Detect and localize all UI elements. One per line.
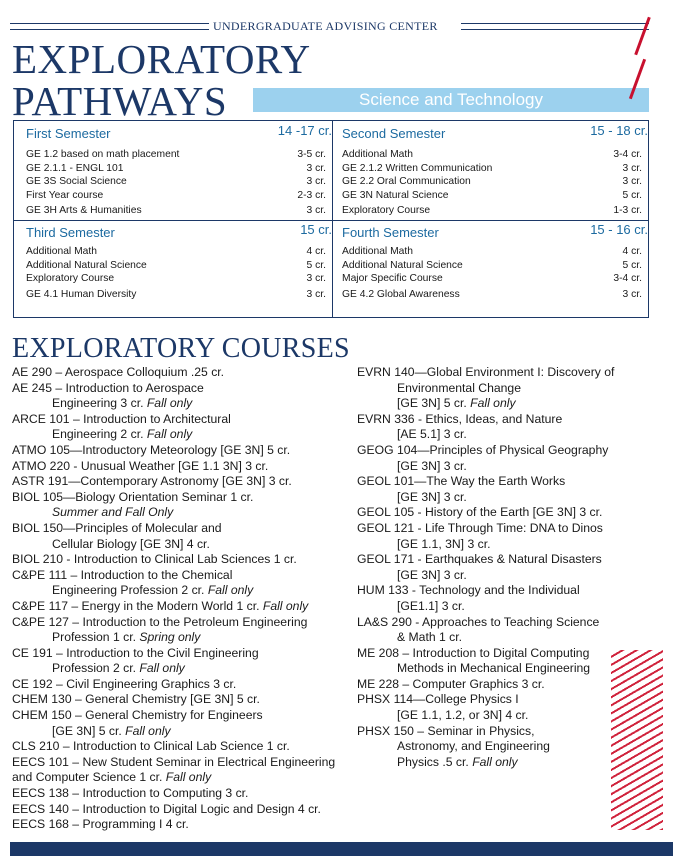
course-text: BIOL 210 - Introduction to Clinical Lab Sciences 1 cr. [12, 552, 297, 567]
semester-row [342, 245, 648, 259]
grid-divider-vertical [332, 121, 333, 317]
course-entry-line [12, 396, 335, 412]
course-entry-line [12, 505, 335, 521]
course-term-note: Fall only [125, 723, 171, 738]
advising-center-label: UNDERGRADUATE ADVISING CENTER [213, 19, 438, 33]
course-name: GE 2.2 Oral Communication [342, 176, 471, 188]
courses-list-right [357, 365, 614, 770]
semester-credits: 15 - 18 cr. [590, 123, 648, 138]
course-name: Exploratory Course [26, 273, 115, 285]
course-text: ATMO 105—Introductory Meteorology [GE 3N] 5 cr. [12, 442, 291, 457]
course-text: Cellular Biology [GE 3N] 4 cr. [52, 536, 210, 551]
course-text: Methods in Mechanical Engineering [397, 661, 591, 676]
course-text: and Computer Science 1 cr. [12, 770, 166, 785]
course-text: BIOL 105—Biology Orientation Seminar 1 cr. [12, 489, 254, 504]
course-term-note: Summer and Fall Only [52, 505, 174, 520]
course-entry-line [357, 661, 614, 677]
course-entry-line [357, 537, 614, 553]
course-entry-line [357, 396, 614, 412]
course-text: CE 191 – Introduction to the Civil Engineering [12, 645, 259, 660]
header-rule-right [461, 23, 649, 30]
course-credits: 5 cr. [622, 259, 642, 271]
semester-row [342, 259, 648, 273]
semester-row [342, 288, 648, 302]
course-entry-line [357, 365, 614, 381]
course-credits: 3 cr. [306, 288, 326, 300]
course-name: Additional Math [26, 246, 97, 257]
course-entry-line [12, 755, 335, 771]
course-name: Major Specific Course [342, 273, 443, 285]
course-text: Engineering 2 cr. [52, 427, 147, 442]
course-name: GE 3N Natural Science [342, 189, 449, 201]
course-credits: 3 cr. [622, 176, 642, 188]
course-name: GE 4.2 Global Awareness [342, 288, 460, 300]
course-credits: 3 cr. [622, 162, 642, 174]
course-entry-line [12, 599, 335, 615]
course-entry-line [357, 474, 614, 490]
semester-third [26, 222, 332, 301]
course-entry-line [12, 770, 335, 786]
course-term-note: Fall only [146, 396, 193, 411]
course-credits: 3 cr. [306, 205, 326, 217]
course-entry-line [357, 443, 614, 459]
course-entry-line [12, 443, 335, 459]
semester-row [342, 189, 648, 203]
course-text: HUM 133 - Technology and the Individual [357, 583, 580, 598]
course-text: CHEM 150 – General Chemistry for Engineers [12, 708, 263, 723]
course-entry-line [12, 615, 335, 631]
course-entry-line [12, 427, 335, 443]
semester-credits: 14 -17 cr. [277, 123, 332, 138]
course-name: GE 4.1 Human Diversity [26, 288, 137, 300]
semester-credits: 15 - 16 cr. [590, 222, 648, 237]
course-text: [AE 5.1] 3 cr. [397, 427, 467, 442]
semester-grid [13, 120, 649, 318]
course-name: GE 3H Arts & Humanities [26, 205, 142, 217]
course-name: Additional Natural Science [26, 259, 147, 271]
course-name: GE 1.2 based on math placement [26, 149, 180, 160]
course-entry-line [357, 427, 614, 443]
course-text: ATMO 220 - Unusual Weather [GE 1.1 3N] 3 cr. [12, 458, 269, 473]
course-text: EVRN 140—Global Environment I: Discovery of [357, 365, 615, 379]
course-text: PHSX 114—College Physics I [357, 692, 519, 707]
course-entry-line [357, 630, 614, 646]
course-entry-line [357, 755, 614, 771]
course-entry-line [357, 708, 614, 724]
course-text: GEOG 104—Principles of Physical Geography [357, 442, 609, 457]
semester-row [26, 272, 332, 286]
course-term-note: Fall only [207, 583, 254, 598]
courses-list-left [12, 365, 335, 833]
course-entry-line [12, 537, 335, 553]
course-text: GEOL 101—The Way the Earth Works [357, 474, 566, 489]
course-credits: 4 cr. [306, 246, 326, 257]
course-name: Additional Natural Science [342, 259, 463, 271]
course-entry-line [12, 459, 335, 475]
course-text: EECS 101 – New Student Seminar in Electrical Engineering [12, 754, 336, 769]
course-term-note: Spring only [139, 630, 201, 645]
course-text: Engineering 3 cr. [52, 396, 147, 411]
course-credits: 3 cr. [622, 288, 642, 300]
course-text: GEOL 121 - Life Through Time: DNA to Dinos [357, 520, 603, 535]
course-text: C&PE 117 – Energy in the Modern World 1 cr. [12, 598, 263, 613]
course-text: EECS 140 – Introduction to Digital Logic and Design 4 cr. [12, 801, 321, 816]
course-entry-line [12, 412, 335, 428]
red-hatch-decoration [611, 650, 663, 830]
course-text: Engineering Profession 2 cr. [52, 583, 208, 598]
course-text: ARCE 101 – Introduction to Architectural [12, 411, 231, 426]
semester-name: First Semester [26, 126, 111, 141]
course-entry-line [12, 817, 335, 833]
course-term-note: Fall only [262, 598, 309, 613]
semester-row [342, 204, 648, 218]
course-text: [GE1.1] 3 cr. [397, 598, 465, 613]
course-text: Physics .5 cr. [397, 754, 473, 769]
course-text: [GE 3N] 3 cr. [397, 489, 467, 504]
course-text: EECS 168 – Programming I 4 cr. [12, 817, 189, 832]
semester-name: Second Semester [342, 126, 446, 141]
semester-row [26, 162, 332, 176]
course-entry-line [12, 521, 335, 537]
course-text: AE 290 – Aerospace Colloquium .25 cr. [12, 365, 225, 379]
course-entry-line [12, 474, 335, 490]
course-entry-line [12, 739, 335, 755]
course-credits: 2-3 cr. [297, 189, 326, 201]
semester-row [342, 148, 648, 162]
course-text: CE 192 – Civil Engineering Graphics 3 cr. [12, 676, 237, 691]
course-entry-line [357, 568, 614, 584]
course-credits: 3 cr. [306, 273, 326, 285]
course-entry-line [12, 365, 335, 381]
course-entry-line [357, 381, 614, 397]
course-name: GE 3S Social Science [26, 176, 127, 188]
course-text: C&PE 111 – Introduction to the Chemical [12, 567, 233, 582]
course-entry-line [12, 568, 335, 584]
course-entry-line [357, 459, 614, 475]
course-credits: 4 cr. [622, 246, 642, 257]
semester-second [342, 123, 648, 218]
course-text: ASTR 191—Contemporary Astronomy [GE 3N] 3 cr. [12, 474, 292, 489]
page-title-line1: EXPLORATORY [12, 36, 311, 82]
course-text: GEOL 105 - History of the Earth [GE 3N] 3 cr. [357, 505, 603, 520]
semester-row [342, 272, 648, 286]
course-text: PHSX 150 – Seminar in Physics, [357, 723, 535, 738]
course-text: [GE 1.1, 1.2, or 3N] 4 cr. [397, 708, 529, 723]
course-credits: 5 cr. [306, 259, 326, 271]
course-text: [GE 3N] 3 cr. [397, 567, 467, 582]
semester-row [26, 204, 332, 218]
course-term-note: Fall only [470, 396, 516, 411]
course-entry-line [357, 692, 614, 708]
course-text: [GE 3N] 3 cr. [397, 458, 467, 473]
course-entry-line [357, 739, 614, 755]
course-text: LA&S 290 - Approaches to Teaching Science [357, 614, 600, 629]
course-text: C&PE 127 – Introduction to the Petroleum Engineering [12, 614, 308, 629]
semester-fourth [342, 222, 648, 301]
semester-row [26, 288, 332, 302]
course-text: Astronomy, and Engineering [397, 739, 550, 754]
course-entry-line [357, 412, 614, 428]
course-text: EECS 138 – Introduction to Computing 3 cr. [12, 786, 249, 801]
course-text: Profession 2 cr. [52, 661, 140, 676]
course-entry-line [357, 505, 614, 521]
course-credits: 3 cr. [306, 176, 326, 188]
semester-row [342, 162, 648, 176]
course-term-note: Fall only [472, 754, 518, 769]
course-credits: 5 cr. [622, 189, 642, 201]
course-entry-line [12, 724, 335, 740]
page-title-line2: PATHWAYS [12, 78, 228, 124]
course-term-note: Fall only [165, 770, 212, 785]
course-name: Exploratory Course [342, 205, 431, 217]
course-text: [GE 3N] 5 cr. [397, 396, 471, 411]
course-entry-line [357, 583, 614, 599]
course-text: ME 208 – Introduction to Digital Computing [357, 645, 590, 660]
course-name: Additional Math [342, 149, 413, 160]
semester-first [26, 123, 332, 218]
course-entry-line [12, 552, 335, 568]
course-entry-line [12, 677, 335, 693]
course-entry-line [12, 381, 335, 397]
course-name: First Year course [26, 189, 104, 201]
course-text: GEOL 171 - Earthquakes & Natural Disasters [357, 552, 602, 567]
semester-row [26, 259, 332, 273]
semester-row [26, 148, 332, 162]
semester-row [26, 189, 332, 203]
course-entry-line [12, 708, 335, 724]
course-text: [GE 3N] 5 cr. [52, 723, 126, 738]
course-entry-line [12, 661, 335, 677]
course-credits: 1-3 cr. [613, 205, 642, 217]
course-text: Environmental Change [397, 380, 521, 395]
semester-credits: 15 cr. [300, 222, 332, 237]
semester-row [342, 175, 648, 189]
course-credits: 3-4 cr. [613, 149, 642, 160]
course-term-note: Fall only [146, 427, 193, 442]
course-text: [GE 1.1, 3N] 3 cr. [397, 536, 491, 551]
course-text: BIOL 150—Principles of Molecular and [12, 520, 222, 535]
course-entry-line [357, 646, 614, 662]
course-entry-line [12, 583, 335, 599]
courses-section-title: EXPLORATORY COURSES [12, 333, 350, 364]
course-entry-line [12, 692, 335, 708]
course-name: GE 2.1.2 Written Communication [342, 162, 493, 174]
course-entry-line [357, 677, 614, 693]
course-text: CLS 210 – Introduction to Clinical Lab Science 1 cr. [12, 739, 290, 754]
course-text: EVRN 336 - Ethics, Ideas, and Nature [357, 411, 563, 426]
course-name: GE 2.1.1 - ENGL 101 [26, 162, 124, 174]
course-credits: 3-5 cr. [297, 149, 326, 160]
semester-row [26, 175, 332, 189]
semester-row [26, 245, 332, 259]
course-credits: 3-4 cr. [613, 273, 642, 285]
course-entry-line [357, 490, 614, 506]
course-text: & Math 1 cr. [397, 630, 463, 645]
course-text: Profession 1 cr. [52, 630, 140, 645]
course-entry-line [12, 786, 335, 802]
course-entry-line [357, 552, 614, 568]
course-entry-line [12, 802, 335, 818]
course-text: AE 245 – Introduction to Aerospace [12, 380, 204, 395]
course-entry-line [12, 630, 335, 646]
subject-banner: Science and Technology [253, 88, 649, 112]
semester-name: Fourth Semester [342, 225, 439, 240]
course-entry-line [12, 646, 335, 662]
course-entry-line [357, 724, 614, 740]
course-entry-line [357, 599, 614, 615]
course-term-note: Fall only [139, 661, 185, 676]
semester-name: Third Semester [26, 225, 115, 240]
course-text: ME 228 – Computer Graphics 3 cr. [357, 676, 545, 691]
course-entry-line [357, 615, 614, 631]
course-name: Additional Math [342, 246, 413, 257]
course-text: CHEM 130 – General Chemistry [GE 3N] 5 cr. [12, 692, 260, 707]
grid-divider-horizontal [14, 220, 648, 221]
course-entry-line [357, 521, 614, 537]
footer-bar [10, 842, 673, 856]
course-credits: 3 cr. [306, 162, 326, 174]
course-entry-line [12, 490, 335, 506]
header-rule-left [10, 23, 209, 30]
